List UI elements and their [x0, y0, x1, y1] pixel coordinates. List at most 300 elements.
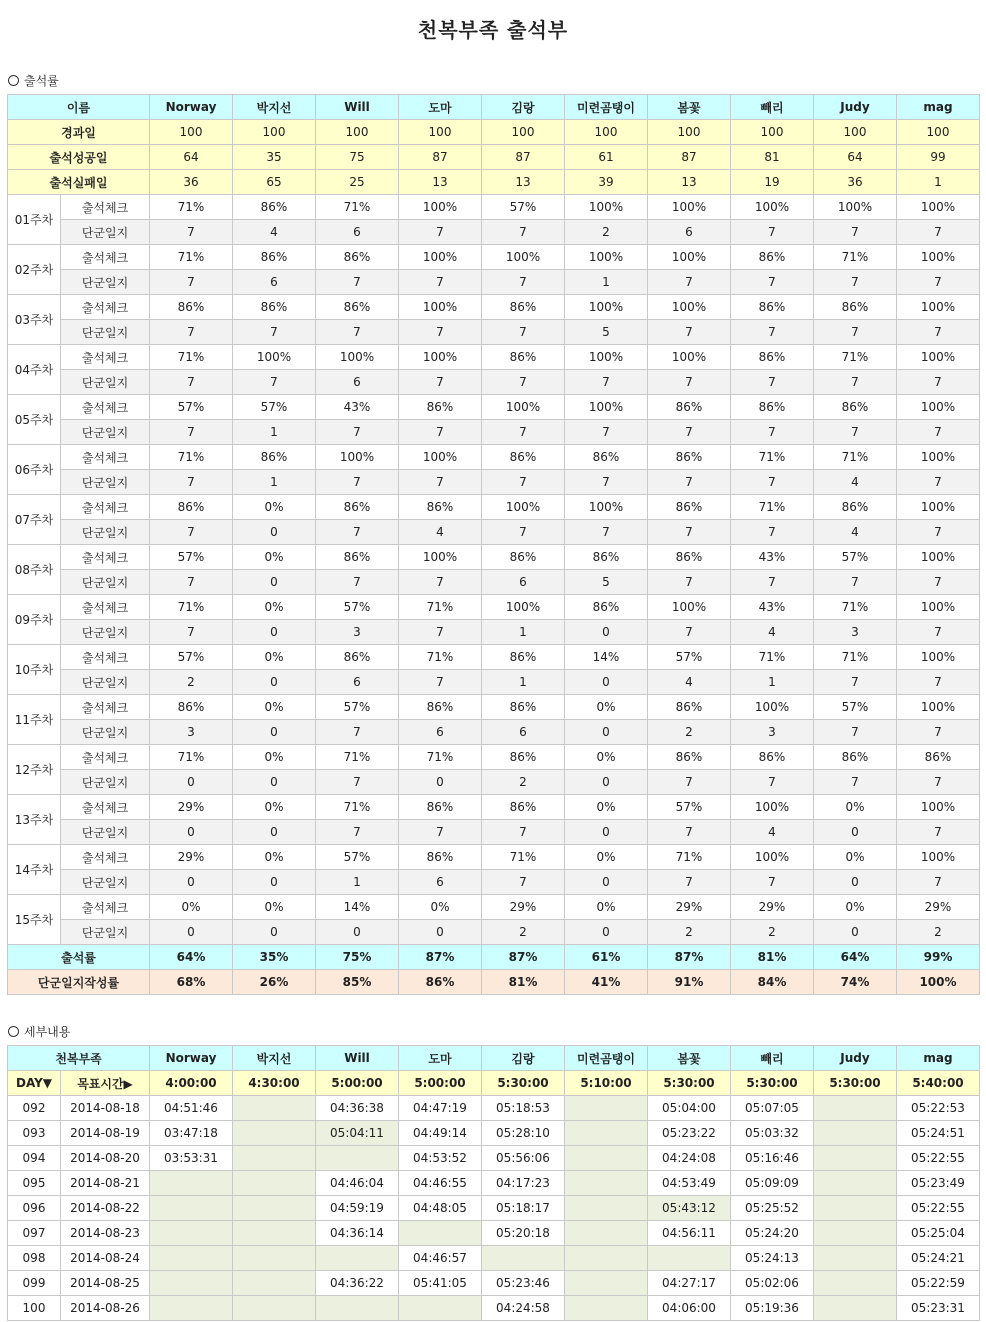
date-cell: 2014-08-21: [61, 1171, 150, 1196]
target-time: 5:30:00: [731, 1071, 814, 1096]
summary-value: 100: [233, 120, 316, 145]
check-value: 100%: [897, 195, 980, 220]
journal-value: 7: [482, 420, 565, 445]
check-value: 29%: [897, 895, 980, 920]
journal-value: 7: [731, 270, 814, 295]
journal-value: 1: [482, 670, 565, 695]
journal-value: 7: [731, 320, 814, 345]
journal-value: 1: [565, 270, 648, 295]
week-label: 04주차: [8, 345, 61, 395]
time-cell: 05:19:36: [731, 1296, 814, 1321]
journal-value: 7: [565, 470, 648, 495]
check-value: 29%: [482, 895, 565, 920]
journal-value: 4: [814, 520, 897, 545]
time-cell: 04:27:17: [648, 1271, 731, 1296]
time-cell: 05:20:18: [482, 1221, 565, 1246]
summary-value: 81: [731, 145, 814, 170]
member-header: 빼리: [731, 95, 814, 120]
target-time: 5:00:00: [399, 1071, 482, 1096]
journal-value: 0: [233, 520, 316, 545]
journal-value: 7: [897, 720, 980, 745]
summary-value: 87: [399, 145, 482, 170]
time-cell: 05:04:11: [316, 1121, 399, 1146]
time-cell: 04:46:57: [399, 1246, 482, 1271]
time-cell: 04:06:00: [648, 1296, 731, 1321]
journal-value: 7: [731, 220, 814, 245]
attendance-rate-label: 출석률: [8, 945, 150, 970]
journal-label: 단군일지: [61, 470, 150, 495]
time-cell: 04:49:14: [399, 1121, 482, 1146]
time-cell: [814, 1221, 897, 1246]
week-journal-row: [8, 720, 980, 745]
day-number: 092: [8, 1096, 61, 1121]
time-cell: [814, 1096, 897, 1121]
journal-value: 3: [316, 620, 399, 645]
journal-value: 7: [316, 720, 399, 745]
check-value: 0%: [814, 845, 897, 870]
journal-rate-value: 85%: [316, 970, 399, 995]
attendance-rate-value: 64%: [150, 945, 233, 970]
time-cell: 05:18:17: [482, 1196, 565, 1221]
journal-value: 2: [731, 920, 814, 945]
journal-rate-row: [8, 970, 980, 995]
member-header: 미련곰탱이: [565, 95, 648, 120]
week-journal-row: [8, 320, 980, 345]
week-check-row: [8, 545, 980, 570]
journal-value: 1: [731, 670, 814, 695]
check-value: 0%: [565, 745, 648, 770]
check-value: 0%: [233, 845, 316, 870]
check-value: 100%: [565, 245, 648, 270]
summary-value: 61: [565, 145, 648, 170]
check-value: 71%: [316, 745, 399, 770]
target-label: 목표시간▶: [61, 1071, 150, 1096]
check-value: 71%: [150, 345, 233, 370]
summary-value: 1: [897, 170, 980, 195]
summary-value: 99: [897, 145, 980, 170]
check-value: 0%: [565, 845, 648, 870]
check-value: 86%: [731, 745, 814, 770]
journal-label: 단군일지: [61, 420, 150, 445]
check-value: 86%: [316, 295, 399, 320]
check-value: 0%: [233, 895, 316, 920]
attendance-rate-value: 81%: [731, 945, 814, 970]
check-value: 100%: [316, 445, 399, 470]
member-header: Judy: [814, 1046, 897, 1071]
check-value: 86%: [233, 245, 316, 270]
check-value: 71%: [399, 595, 482, 620]
day-number: 096: [8, 1196, 61, 1221]
check-value: 71%: [482, 845, 565, 870]
time-cell: 04:17:23: [482, 1171, 565, 1196]
check-value: 86%: [399, 795, 482, 820]
journal-value: 7: [648, 420, 731, 445]
journal-value: 4: [399, 520, 482, 545]
attendance-rate-value: 87%: [482, 945, 565, 970]
time-cell: 04:56:11: [648, 1221, 731, 1246]
journal-value: 1: [233, 420, 316, 445]
date-cell: 2014-08-18: [61, 1096, 150, 1121]
time-cell: [150, 1271, 233, 1296]
check-value: 100%: [482, 595, 565, 620]
journal-value: 7: [316, 570, 399, 595]
check-value: 86%: [399, 695, 482, 720]
journal-value: 2: [482, 920, 565, 945]
journal-value: 7: [897, 220, 980, 245]
journal-value: 7: [897, 470, 980, 495]
time-cell: [814, 1246, 897, 1271]
page-title: 천복부족 출석부: [417, 18, 569, 42]
header-row: [8, 95, 980, 120]
week-label: 07주차: [8, 495, 61, 545]
check-value: 86%: [316, 545, 399, 570]
time-cell: 05:04:00: [648, 1096, 731, 1121]
week-label: 09주차: [8, 595, 61, 645]
summary-row: [8, 120, 980, 145]
journal-value: 6: [316, 220, 399, 245]
time-cell: 04:48:05: [399, 1196, 482, 1221]
check-value: 100%: [565, 495, 648, 520]
date-cell: 2014-08-25: [61, 1271, 150, 1296]
check-label: 출석체크: [61, 545, 150, 570]
time-cell: [482, 1246, 565, 1271]
journal-value: 7: [731, 520, 814, 545]
check-label: 출석체크: [61, 795, 150, 820]
check-value: 86%: [814, 295, 897, 320]
journal-value: 7: [731, 570, 814, 595]
journal-value: 0: [233, 770, 316, 795]
journal-value: 7: [897, 820, 980, 845]
day-number: 094: [8, 1146, 61, 1171]
time-cell: [814, 1196, 897, 1221]
day-number: 095: [8, 1171, 61, 1196]
target-time: 5:30:00: [648, 1071, 731, 1096]
check-value: 100%: [565, 295, 648, 320]
journal-value: 1: [233, 470, 316, 495]
time-cell: 03:47:18: [150, 1121, 233, 1146]
circle-bullet-icon: [8, 1026, 19, 1037]
journal-value: 7: [648, 370, 731, 395]
journal-value: 7: [482, 220, 565, 245]
time-cell: 04:53:52: [399, 1146, 482, 1171]
summary-value: 100: [897, 120, 980, 145]
time-cell: [316, 1246, 399, 1271]
check-value: 100%: [648, 295, 731, 320]
summary-value: 36: [814, 170, 897, 195]
journal-rate-value: 84%: [731, 970, 814, 995]
check-value: 86%: [648, 395, 731, 420]
journal-rate-value: 41%: [565, 970, 648, 995]
time-cell: [565, 1121, 648, 1146]
time-cell: 04:47:19: [399, 1096, 482, 1121]
summary-value: 100: [482, 120, 565, 145]
journal-value: 0: [814, 870, 897, 895]
check-value: 71%: [150, 745, 233, 770]
time-cell: 05:24:51: [897, 1121, 980, 1146]
member-header: Will: [316, 95, 399, 120]
week-journal-row: [8, 770, 980, 795]
journal-value: 7: [399, 420, 482, 445]
check-value: 0%: [233, 545, 316, 570]
summary-value: 39: [565, 170, 648, 195]
attendance-table: [7, 94, 980, 995]
journal-rate-value: 91%: [648, 970, 731, 995]
week-check-row: [8, 795, 980, 820]
journal-value: 2: [482, 770, 565, 795]
attendance-rate-value: 99%: [897, 945, 980, 970]
journal-label: 단군일지: [61, 620, 150, 645]
journal-label: 단군일지: [61, 270, 150, 295]
journal-value: 0: [150, 920, 233, 945]
check-value: 86%: [316, 495, 399, 520]
check-value: 100%: [316, 345, 399, 370]
check-value: 57%: [150, 545, 233, 570]
journal-value: 6: [233, 270, 316, 295]
journal-label: 단군일지: [61, 370, 150, 395]
journal-value: 6: [316, 670, 399, 695]
week-check-row: [8, 695, 980, 720]
time-cell: 05:22:55: [897, 1196, 980, 1221]
time-cell: [233, 1296, 316, 1321]
journal-label: 단군일지: [61, 670, 150, 695]
week-journal-row: [8, 220, 980, 245]
journal-value: 7: [648, 620, 731, 645]
check-value: 0%: [233, 695, 316, 720]
journal-value: 7: [316, 520, 399, 545]
time-cell: 04:51:46: [150, 1096, 233, 1121]
journal-value: 7: [648, 270, 731, 295]
date-cell: 2014-08-20: [61, 1146, 150, 1171]
check-value: 86%: [316, 245, 399, 270]
date-cell: 2014-08-24: [61, 1246, 150, 1271]
week-label: 06주차: [8, 445, 61, 495]
check-value: 86%: [399, 395, 482, 420]
check-label: 출석체크: [61, 445, 150, 470]
summary-value: 87: [648, 145, 731, 170]
journal-value: 7: [814, 670, 897, 695]
journal-value: 7: [150, 270, 233, 295]
check-label: 출석체크: [61, 195, 150, 220]
check-value: 100%: [399, 245, 482, 270]
time-cell: [233, 1221, 316, 1246]
time-cell: 04:46:04: [316, 1171, 399, 1196]
week-journal-row: [8, 920, 980, 945]
check-value: 100%: [482, 245, 565, 270]
check-value: 86%: [731, 395, 814, 420]
check-value: 100%: [648, 195, 731, 220]
check-value: 100%: [399, 545, 482, 570]
member-header: 김랑: [482, 95, 565, 120]
time-cell: 05:02:06: [731, 1271, 814, 1296]
summary-row: [8, 170, 980, 195]
time-cell: [814, 1171, 897, 1196]
time-cell: [565, 1271, 648, 1296]
journal-label: 단군일지: [61, 720, 150, 745]
journal-label: 단군일지: [61, 770, 150, 795]
check-value: 100%: [897, 795, 980, 820]
check-value: 86%: [150, 295, 233, 320]
detail-row: [8, 1096, 980, 1121]
journal-value: 0: [233, 570, 316, 595]
journal-value: 7: [399, 220, 482, 245]
time-cell: 05:22:59: [897, 1271, 980, 1296]
member-header: Judy: [814, 95, 897, 120]
journal-value: 7: [316, 770, 399, 795]
summary-value: 100: [565, 120, 648, 145]
journal-value: 2: [648, 720, 731, 745]
check-value: 71%: [814, 645, 897, 670]
journal-value: 5: [565, 570, 648, 595]
time-cell: 05:25:52: [731, 1196, 814, 1221]
journal-value: 0: [565, 920, 648, 945]
check-label: 출석체크: [61, 395, 150, 420]
summary-value: 100: [731, 120, 814, 145]
journal-value: 3: [150, 720, 233, 745]
check-value: 57%: [648, 795, 731, 820]
journal-value: 6: [316, 370, 399, 395]
week-label: 15주차: [8, 895, 61, 945]
member-header: 박지선: [233, 1046, 316, 1071]
day-number: 097: [8, 1221, 61, 1246]
member-header: 김랑: [482, 1046, 565, 1071]
check-value: 100%: [233, 345, 316, 370]
check-value: 57%: [150, 645, 233, 670]
check-value: 86%: [399, 495, 482, 520]
journal-value: 7: [565, 520, 648, 545]
summary-label: 출석실패일: [8, 170, 150, 195]
check-value: 100%: [897, 295, 980, 320]
name-header: 이름: [8, 95, 150, 120]
check-value: 0%: [233, 645, 316, 670]
journal-rate-value: 86%: [399, 970, 482, 995]
check-value: 57%: [233, 395, 316, 420]
check-value: 57%: [814, 545, 897, 570]
journal-value: 3: [731, 720, 814, 745]
journal-value: 7: [731, 470, 814, 495]
member-header: mag: [897, 1046, 980, 1071]
check-value: 71%: [814, 345, 897, 370]
date-cell: 2014-08-19: [61, 1121, 150, 1146]
check-value: 71%: [731, 495, 814, 520]
journal-value: 7: [399, 320, 482, 345]
check-value: 86%: [399, 845, 482, 870]
check-label: 출석체크: [61, 495, 150, 520]
check-value: 100%: [814, 195, 897, 220]
time-cell: 05:25:04: [897, 1221, 980, 1246]
journal-value: 0: [233, 920, 316, 945]
attendance-rate-row: [8, 945, 980, 970]
time-cell: [150, 1221, 233, 1246]
day-number: 100: [8, 1296, 61, 1321]
summary-label: 출석성공일: [8, 145, 150, 170]
journal-value: 7: [731, 420, 814, 445]
time-cell: [233, 1121, 316, 1146]
week-check-row: [8, 595, 980, 620]
check-value: 100%: [482, 395, 565, 420]
check-value: 86%: [648, 495, 731, 520]
journal-value: 0: [233, 870, 316, 895]
journal-rate-value: 81%: [482, 970, 565, 995]
journal-value: 0: [565, 720, 648, 745]
time-cell: [316, 1296, 399, 1321]
journal-value: 7: [150, 320, 233, 345]
day-sort-label: DAY▼: [8, 1071, 61, 1096]
journal-value: 7: [399, 820, 482, 845]
section-attendance-title: 출석률: [8, 72, 59, 89]
journal-value: 0: [233, 720, 316, 745]
member-header: 도마: [399, 95, 482, 120]
week-journal-row: [8, 370, 980, 395]
check-value: 71%: [150, 245, 233, 270]
journal-value: 7: [648, 770, 731, 795]
week-journal-row: [8, 470, 980, 495]
summary-value: 100: [648, 120, 731, 145]
check-value: 86%: [233, 195, 316, 220]
journal-rate-label: 단군일지작성률: [8, 970, 150, 995]
check-label: 출석체크: [61, 595, 150, 620]
summary-value: 64: [150, 145, 233, 170]
journal-value: 1: [316, 870, 399, 895]
check-value: 86%: [648, 695, 731, 720]
journal-value: 7: [150, 520, 233, 545]
week-journal-row: [8, 420, 980, 445]
check-value: 86%: [233, 445, 316, 470]
check-value: 14%: [565, 645, 648, 670]
summary-value: 65: [233, 170, 316, 195]
check-value: 0%: [565, 695, 648, 720]
week-label: 02주차: [8, 245, 61, 295]
check-value: 43%: [731, 545, 814, 570]
time-cell: [316, 1146, 399, 1171]
check-value: 43%: [316, 395, 399, 420]
journal-value: 7: [150, 220, 233, 245]
check-value: 100%: [897, 345, 980, 370]
journal-value: 6: [482, 570, 565, 595]
check-value: 57%: [814, 695, 897, 720]
check-value: 57%: [316, 595, 399, 620]
time-cell: [814, 1121, 897, 1146]
week-check-row: [8, 745, 980, 770]
summary-value: 100: [316, 120, 399, 145]
detail-row: [8, 1196, 980, 1221]
member-header: 봄꽃: [648, 1046, 731, 1071]
member-header: Norway: [150, 95, 233, 120]
check-value: 100%: [565, 345, 648, 370]
time-cell: 05:24:13: [731, 1246, 814, 1271]
time-cell: 05:16:46: [731, 1146, 814, 1171]
time-cell: [150, 1171, 233, 1196]
target-time: 5:10:00: [565, 1071, 648, 1096]
time-cell: [565, 1096, 648, 1121]
journal-value: 6: [399, 720, 482, 745]
time-cell: 05:03:32: [731, 1121, 814, 1146]
check-value: 86%: [565, 445, 648, 470]
journal-rate-value: 100%: [897, 970, 980, 995]
time-cell: [150, 1296, 233, 1321]
time-cell: [399, 1221, 482, 1246]
journal-value: 7: [814, 570, 897, 595]
check-value: 86%: [565, 545, 648, 570]
detail-row: [8, 1296, 980, 1321]
summary-value: 100: [399, 120, 482, 145]
week-label: 03주차: [8, 295, 61, 345]
journal-value: 4: [648, 670, 731, 695]
week-label: 10주차: [8, 645, 61, 695]
check-value: 100%: [482, 495, 565, 520]
check-value: 71%: [399, 645, 482, 670]
journal-value: 7: [399, 620, 482, 645]
time-cell: 05:23:49: [897, 1171, 980, 1196]
